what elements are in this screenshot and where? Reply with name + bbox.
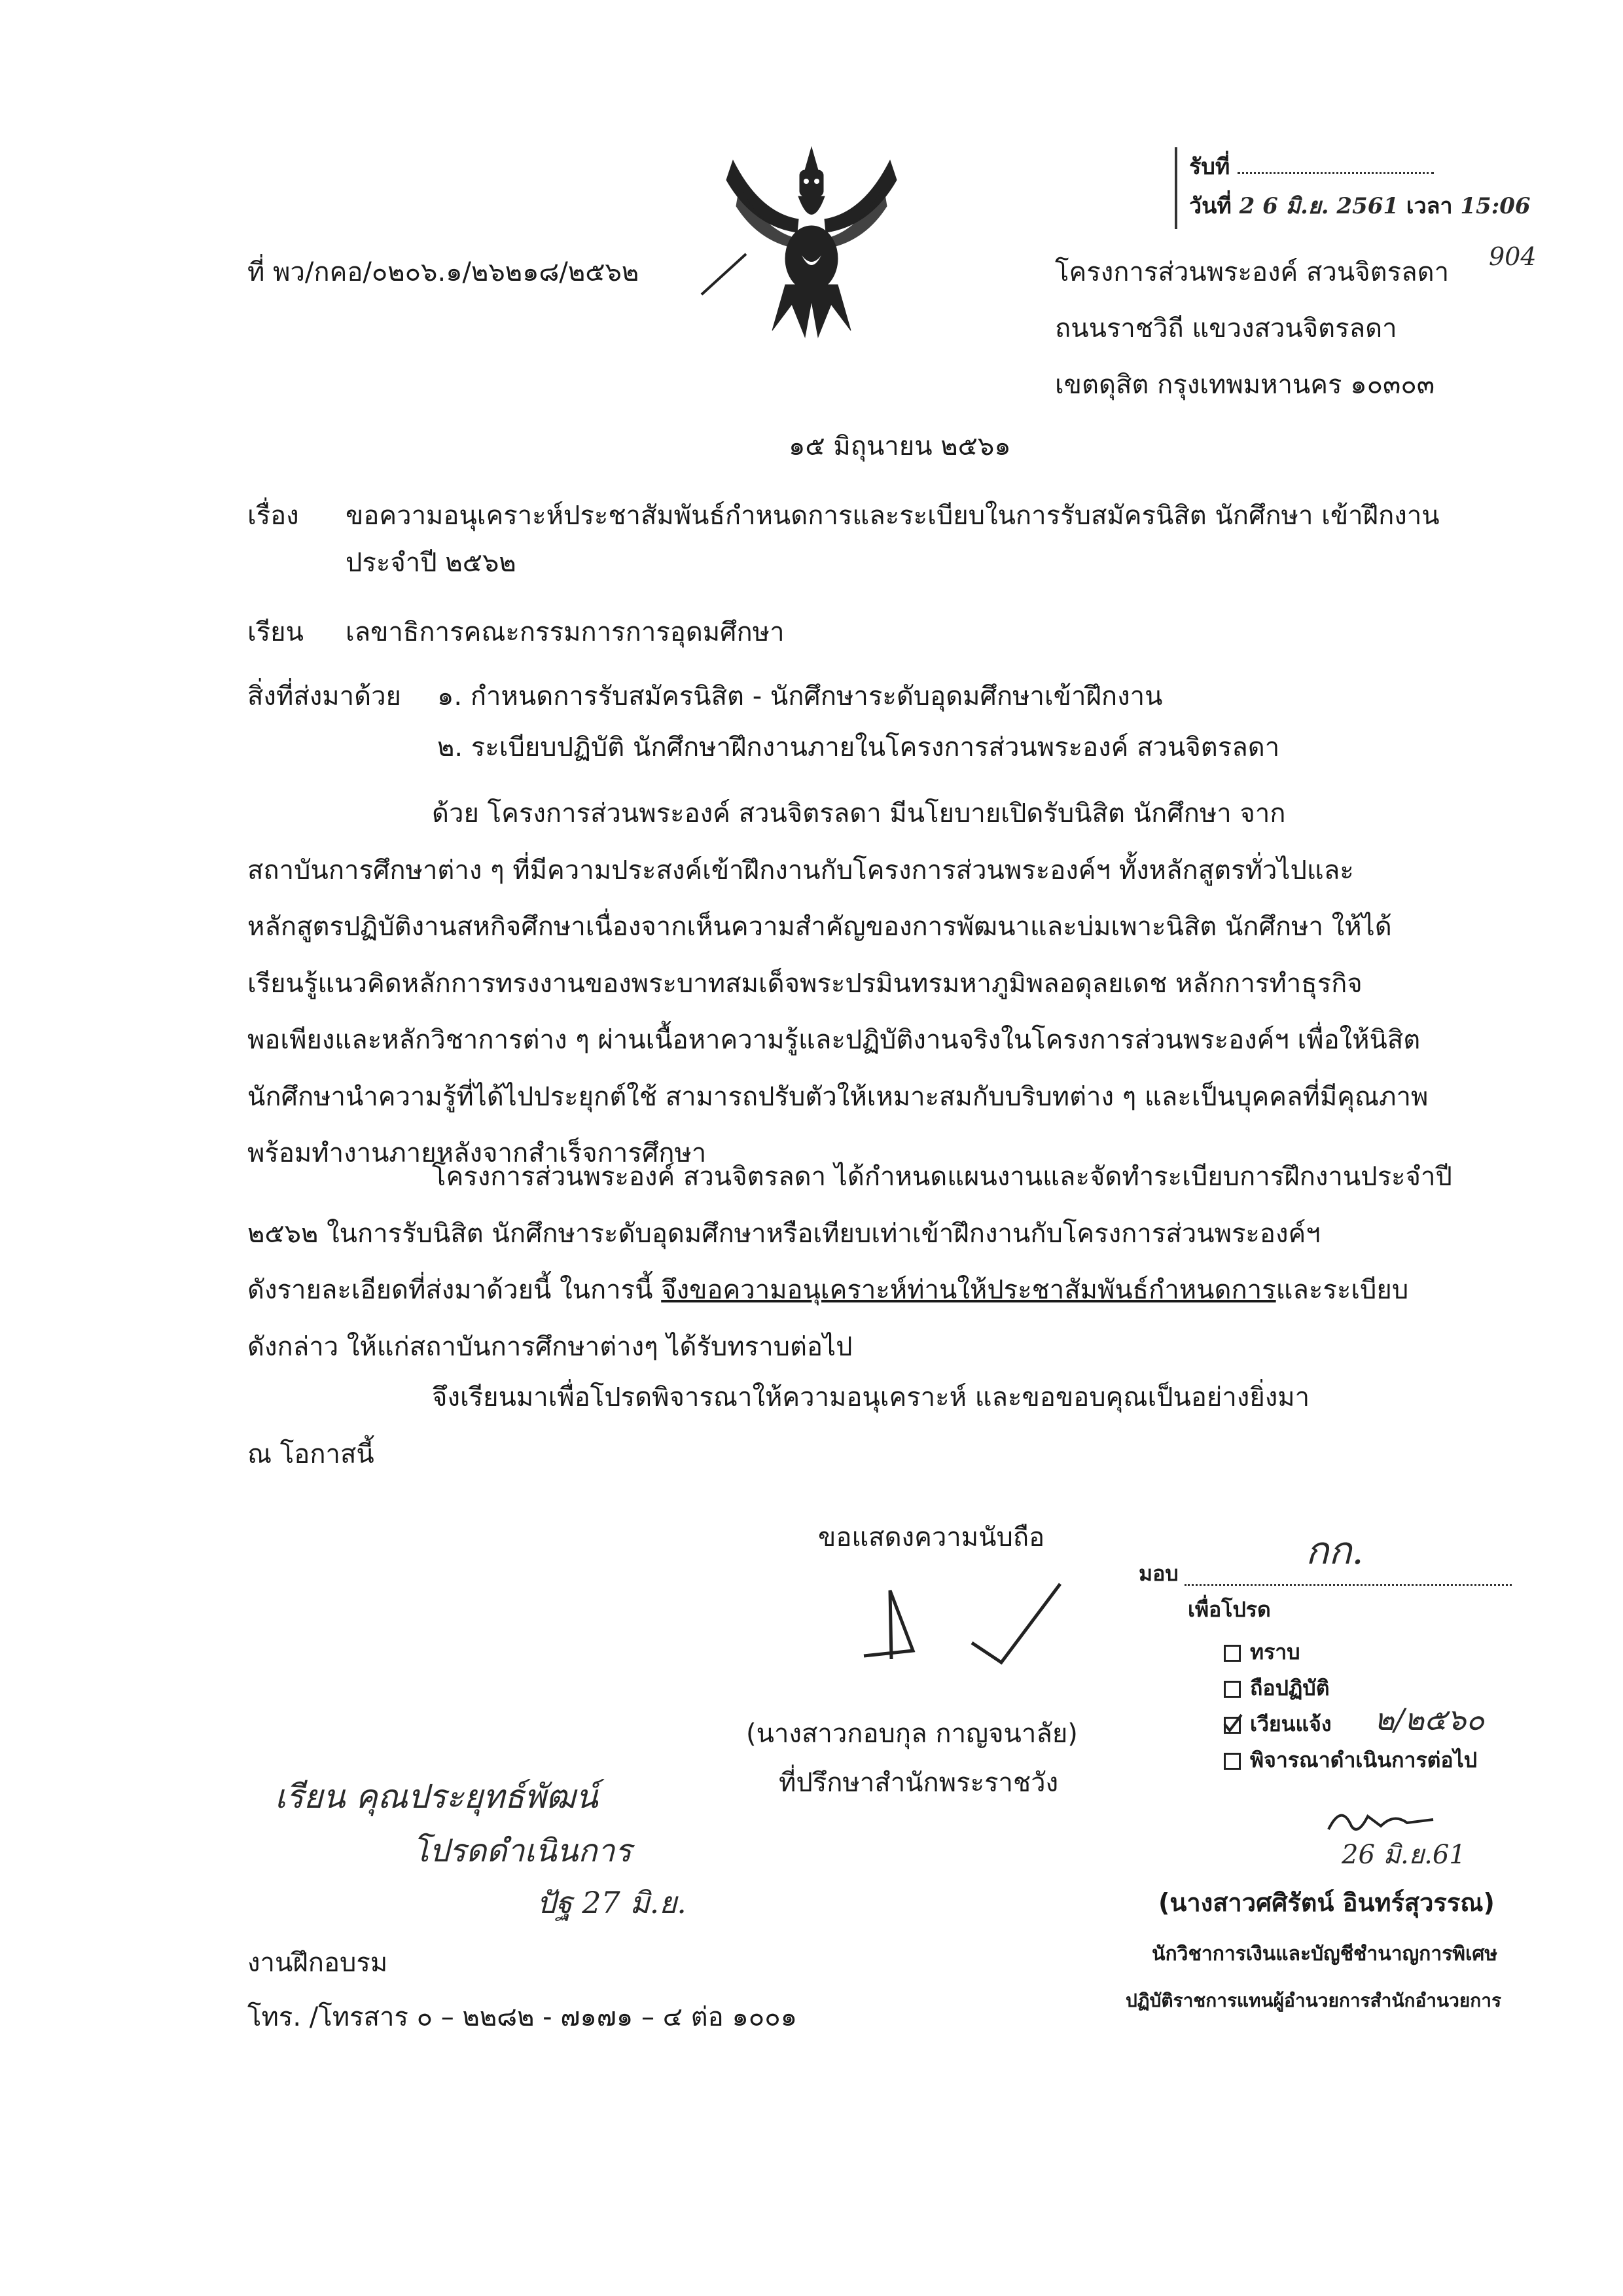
org-line-3: เขตดุสิต กรุงเทพมหานคร ๑๐๓๐๓ bbox=[1055, 370, 1435, 400]
enclosure-item-1: ๑. กำหนดการรับสมัครนิสิต - นักศึกษาระดับอุดมศึกษาเข้าฝึกงาน bbox=[437, 681, 1163, 711]
enclosure-item-2: ๒. ระเบียบปฏิบัติ นักศึกษาฝึกงานภายในโครงการส่วนพระองค์ สวนจิตรลดา bbox=[437, 732, 1280, 762]
recipient-label: เรียน bbox=[247, 617, 304, 647]
para1-line-6: นักศึกษานำความรู้ที่ได้ไปประยุกต์ใช้ สามารถปรับตัวให้เหมาะสมกับบริบทต่าง ๆ และเป็นบุคคลที่มีคุณภาพ bbox=[247, 1081, 1429, 1112]
routing-option-1 bbox=[1224, 1640, 1300, 1664]
receipt-date-value: 2 6 มิ.ย. 2561 bbox=[1239, 193, 1399, 219]
para2-line-3-end: และระเบียบ bbox=[1275, 1275, 1409, 1305]
signer-title: ที่ปรึกษาสำนักพระราชวัง bbox=[779, 1768, 1059, 1798]
routing-handwritten-note: ๒/๒๕๖๐ bbox=[1374, 1702, 1485, 1737]
routing-handwritten-date: 26 มิ.ย.61 bbox=[1342, 1840, 1466, 1870]
para2-line-1: โครงการส่วนพระองค์ สวนจิตรลดา ได้กำหนดแผนงานและจัดทำระเบียบการฝึกงานประจำปี bbox=[432, 1162, 1452, 1192]
org-line-2: ถนนราชวิถี แขวงสวนจิตรลดา bbox=[1055, 314, 1397, 344]
para3-line-1: จึงเรียนมาเพื่อโปรดพิจารณาให้ความอนุเคราะห์ และขอขอบคุณเป็นอย่างยิ่งมา bbox=[432, 1382, 1310, 1412]
routing-checkbox-1 bbox=[1224, 1645, 1241, 1662]
org-line-1: โครงการส่วนพระองค์ สวนจิตรลดา bbox=[1055, 257, 1450, 287]
footer-department: งานฝึกอบรม bbox=[247, 1948, 388, 1978]
handwritten-note-line-1: เรียน คุณประยุทธ์พัฒน์ bbox=[275, 1778, 598, 1816]
routing-checkbox-4 bbox=[1224, 1753, 1241, 1770]
para1-line-1: ด้วย โครงการส่วนพระองค์ สวนจิตรลดา มีนโยบายเปิดรับนิสิต นักศึกษา จาก bbox=[432, 798, 1286, 829]
routing-assign-line bbox=[1185, 1584, 1512, 1586]
garuda-emblem-icon bbox=[720, 134, 903, 350]
document-number-slash bbox=[694, 249, 753, 301]
receipt-number-line bbox=[1238, 172, 1434, 174]
routing-for-label: เพื่อโปรด bbox=[1188, 1597, 1271, 1622]
document-date: ๑๕ มิถุนายน ๒๕๖๑ bbox=[789, 431, 1011, 461]
body-paragraph-2 bbox=[247, 1149, 1452, 1375]
routing-option-1-label: ทราบ bbox=[1250, 1640, 1300, 1664]
para2-line-2: ๒๕๖๒ ในการรับนิสิต นักศึกษาระดับอุดมศึกษาหรือเทียบเท่าเข้าฝึกงานกับโครงการส่วนพระองค์ฯ bbox=[247, 1218, 1321, 1249]
para2-line-3 bbox=[247, 1262, 1452, 1319]
routing-officer-role: ปฏิบัติราชการแทนผู้อำนวยการสำนักอำนวยการ bbox=[1126, 1990, 1502, 2011]
para3-line-2: ณ โอกาสนี้ bbox=[247, 1439, 374, 1469]
receipt-time-value: 15:06 bbox=[1460, 193, 1531, 219]
enclosures-label: สิ่งที่ส่งมาด้วย bbox=[247, 681, 401, 711]
para2-line-3-start: ดังรายละเอียดที่ส่งมาด้วยนี้ ในการนี้ bbox=[247, 1275, 662, 1305]
routing-checkbox-2 bbox=[1224, 1681, 1241, 1698]
subject-line-1: ขอความอนุเคราะห์ประชาสัมพันธ์กำหนดการและระเบียบในการรับสมัครนิสิต นักศึกษา เข้าฝึกงาน bbox=[346, 501, 1440, 531]
routing-assign-value: กก. bbox=[1306, 1528, 1364, 1573]
signer-signature bbox=[851, 1571, 1067, 1689]
routing-option-4-label: พิจารณาดำเนินการต่อไป bbox=[1250, 1748, 1478, 1772]
receipt-time-label: เวลา bbox=[1406, 193, 1453, 219]
subject-line-2: ประจำปี ๒๕๖๒ bbox=[346, 548, 516, 578]
routing-assign-label: มอบ bbox=[1139, 1561, 1179, 1586]
routing-option-2-label: ถือปฏิบัติ bbox=[1250, 1676, 1330, 1700]
receipt-handwritten-number: 904 bbox=[1489, 242, 1537, 271]
para1-line-2: สถาบันการศึกษาต่าง ๆ ที่มีความประสงค์เข้าฝึกงานกับโครงการส่วนพระองค์ฯ ทั้งหลักสูตรทั่วไปและ bbox=[247, 855, 1354, 886]
subject-label: เรื่อง bbox=[247, 501, 299, 531]
receipt-number-label: รับที่ bbox=[1189, 154, 1230, 180]
handwritten-initials: ปัฐ 27 มิ.ย. bbox=[537, 1885, 687, 1920]
para1-line-3: หลักสูตรปฏิบัติงานสหกิจศึกษาเนื่องจากเห็นความสำคัญของการพัฒนาและบ่มเพาะนิสิต นักศึกษา ให้ได้ bbox=[247, 912, 1392, 942]
footer-phone: โทร. /โทรสาร ๐ – ๒๒๘๒ - ๗๑๗๑ – ๔ ต่อ ๑๐๐๑ bbox=[247, 2002, 797, 2032]
para1-line-4: เรียนรู้แนวคิดหลักการทรงงานของพระบาทสมเด็จพระปรมินทรมหาภูมิพลอดุลยเดช หลักการทำธุรกิจ bbox=[247, 968, 1363, 999]
body-paragraph-1 bbox=[247, 785, 1428, 1182]
receipt-stamp bbox=[1175, 147, 1531, 229]
routing-option-3-label: เวียนแจ้ง bbox=[1250, 1712, 1332, 1736]
body-paragraph-3 bbox=[247, 1369, 1310, 1482]
routing-officer-title: นักวิชาการเงินและบัญชีชำนาญการพิเศษ bbox=[1152, 1943, 1498, 1965]
closing-regards: ขอแสดงความนับถือ bbox=[818, 1522, 1045, 1552]
routing-officer-name: (นางสาวศศิรัตน์ อินทร์สุวรรณ) bbox=[1158, 1888, 1495, 1917]
routing-officer-signature bbox=[1322, 1797, 1440, 1842]
routing-checkbox-3-checked bbox=[1224, 1717, 1241, 1734]
para1-line-7: พร้อมทำงานภายหลังจากสำเร็จการศึกษา bbox=[247, 1138, 707, 1168]
routing-option-4 bbox=[1224, 1748, 1477, 1772]
handwritten-note-line-2: โปรดดำเนินการ bbox=[412, 1833, 632, 1869]
routing-option-2 bbox=[1224, 1676, 1329, 1700]
routing-option-3 bbox=[1224, 1712, 1332, 1736]
document-number: ที่ พว/กคอ/๐๒๐๖.๑/๒๖๒๑๘/๒๕๖๒ bbox=[247, 257, 639, 287]
signer-name: (นางสาวกอบกุล กาญจนาลัย) bbox=[746, 1719, 1078, 1749]
para2-line-4: ดังกล่าว ให้แก่สถาบันการศึกษาต่างๆ ได้รับทราบต่อไป bbox=[247, 1331, 853, 1362]
para2-underlined-request: จึงขอความอนุเคราะห์ท่านให้ประชาสัมพันธ์กำหนดการ bbox=[661, 1275, 1276, 1305]
para1-line-5: พอเพียงและหลักวิชาการต่าง ๆ ผ่านเนื้อหาความรู้และปฏิบัติงานจริงในโครงการส่วนพระองค์ฯ เพื่อให้นิสิต bbox=[247, 1025, 1421, 1055]
recipient-value: เลขาธิการคณะกรรมการการอุดมศึกษา bbox=[346, 617, 785, 647]
receipt-date-label: วันที่ bbox=[1189, 193, 1232, 219]
